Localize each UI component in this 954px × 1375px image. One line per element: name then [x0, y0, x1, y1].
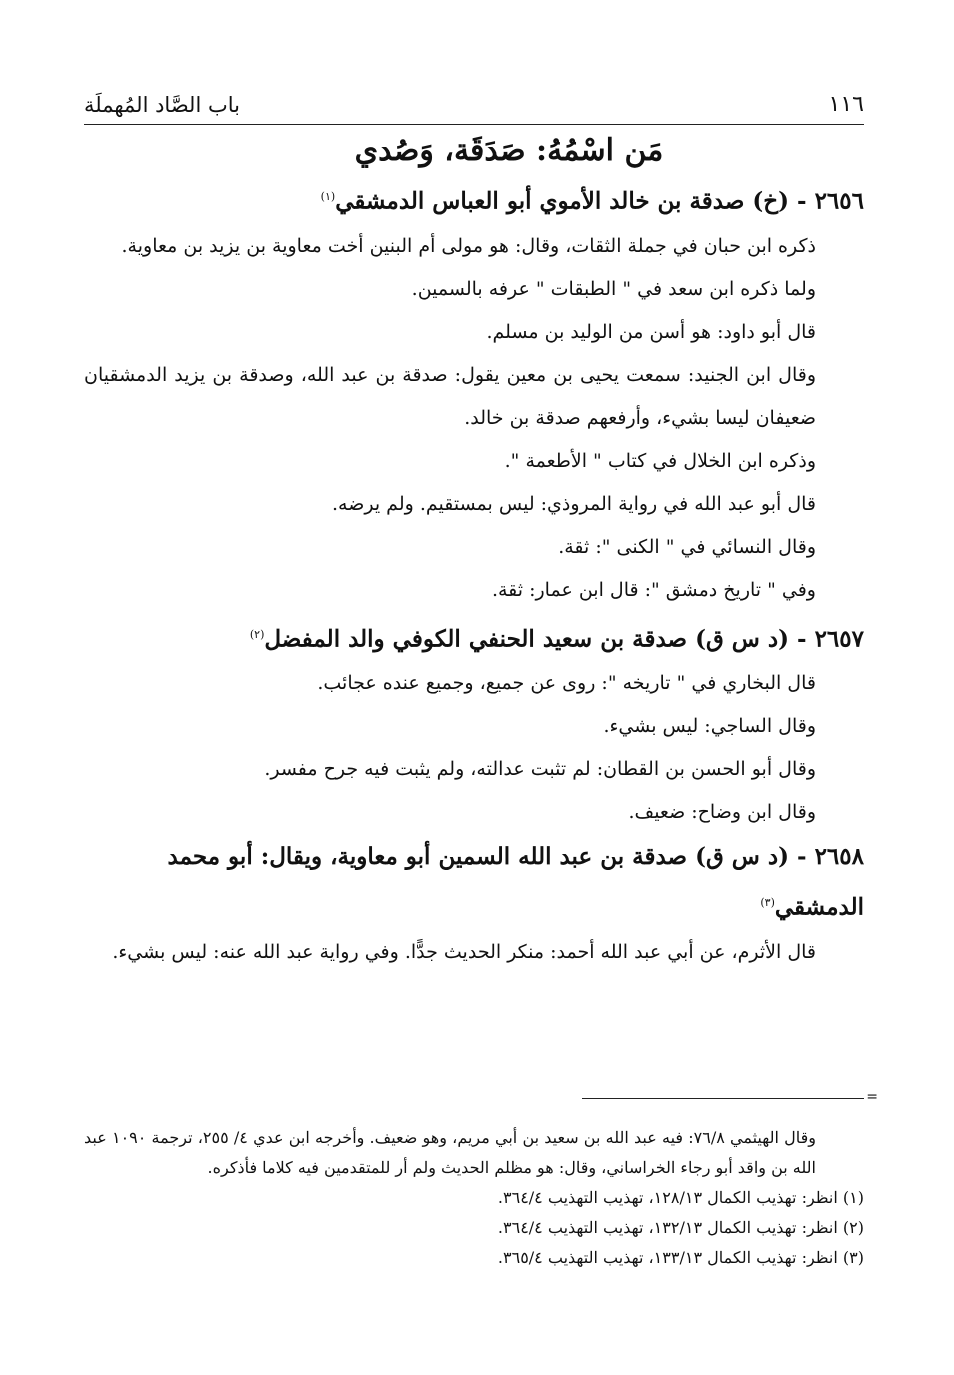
section-title: مَن اسْمُهُ: صَدَقَة، وَصُدي: [354, 133, 664, 168]
heading-text: ٢٦٥٧ - (د س ق) صدقة بن سعيد الحنفي الكوفي والد المفضل: [264, 625, 864, 653]
footnote-2: (٢) انظر: تهذيب الكمال ١٣٢/١٣، تهذيب التهذيب ٣٦٤/٤.: [497, 1218, 864, 1237]
entry-heading: [84, 174, 864, 225]
paragraph: وقال الساجي: ليس بشيء.: [603, 715, 816, 738]
footnote-3: (٣) انظر: تهذيب الكمال ١٣٣/١٣، تهذيب التهذيب ٣٦٥/٤.: [497, 1248, 864, 1267]
footnote-ref: (٢): [249, 627, 265, 641]
continuation-marker: =: [866, 1089, 878, 1105]
footnote-ref: (٣): [760, 896, 775, 910]
footnotes: [84, 1089, 878, 1273]
header-rule: [84, 124, 864, 125]
footnote-continuation: وقال الهيثمي ٧٦/٨: فيه عبد الله بن سعيد بن أبي مريم، وهو ضعيف. وأخرجه ابن عدي ٤/ ٢٥٥، ترجمة ١٠٩٠ عبد الله بن واقد أبو رجاء الخراساني، وقال: هو مظلم الحديث ولم أر للمتقدمين فيه كلاما فأذكره.: [84, 1128, 817, 1177]
entry-heading: [84, 834, 864, 931]
running-header: [84, 66, 864, 124]
paragraph: قال أبو داود: هو أسن من الوليد بن مسلم.: [486, 320, 816, 343]
paragraph: وقال أبو الحسن بن القطان: لم تثبت عدالته، ولم يثبت فيه جرح مفسر.: [264, 758, 816, 781]
heading-text: ٢٦٥٨ - (د س ق) صدقة بن عبد الله السمين أبو معاوية، ويقال: أبو محمد الدمشقي: [167, 843, 864, 921]
footnote-ref: (١): [320, 190, 336, 203]
footnote-rule: [582, 1089, 878, 1105]
paragraph: قال الأثرم، عن أبي عبد الله أحمد: منكر الحديث جدًّا. وفي رواية عبد الله عنه: ليس بشيء.: [112, 940, 816, 963]
page-number: ١١٦: [828, 92, 864, 117]
paragraph: وفي " تاريخ دمشق ": قال ابن عمار: ثقة.: [491, 578, 816, 601]
paragraph: قال البخاري في " تاريخه ": روى عن جميع، وجميع عنده عجائب.: [317, 672, 816, 695]
heading-text: ٢٦٥٦ - (خ) صدقة بن خالد الأموي أبو العباس الدمشقي: [335, 187, 864, 215]
paragraph: وقال ابن وضاح: ضعيف.: [628, 801, 816, 824]
paragraph: وقال النسائي في " الكنى ": ثقة.: [558, 535, 816, 558]
paragraph: وقال ابن الجنيد: سمعت يحيى بن معين يقول: صدقة بن عبد الله، وصدقة بن يزيد الدمشقيان ضعيفان ليسا بشيء، وأرفعهم صدقة بن خالد.: [84, 363, 816, 429]
paragraph: ولما ذكره ابن سعد في " الطبقات " عرفه بالسمين.: [411, 277, 816, 300]
paragraph: ذكره ابن حبان في جملة الثقات، وقال: هو مولى أم البنين أخت معاوية بن يزيد بن معاوية.: [121, 234, 816, 257]
paragraph: وذكره ابن الخلال في كتاب " الأطعمة ".: [504, 449, 816, 472]
entry-heading: [84, 612, 864, 663]
paragraph: قال أبو عبد الله في رواية المروذي: ليس بمستقيم. ولم يرضه.: [332, 492, 816, 515]
chapter-title: باب الصَّاد المُهملَة: [84, 93, 240, 117]
footnote-1: (١) انظر: تهذيب الكمال ١٢٨/١٣، تهذيب التهذيب ٣٦٤/٤.: [497, 1188, 864, 1207]
page-body: [84, 66, 864, 974]
